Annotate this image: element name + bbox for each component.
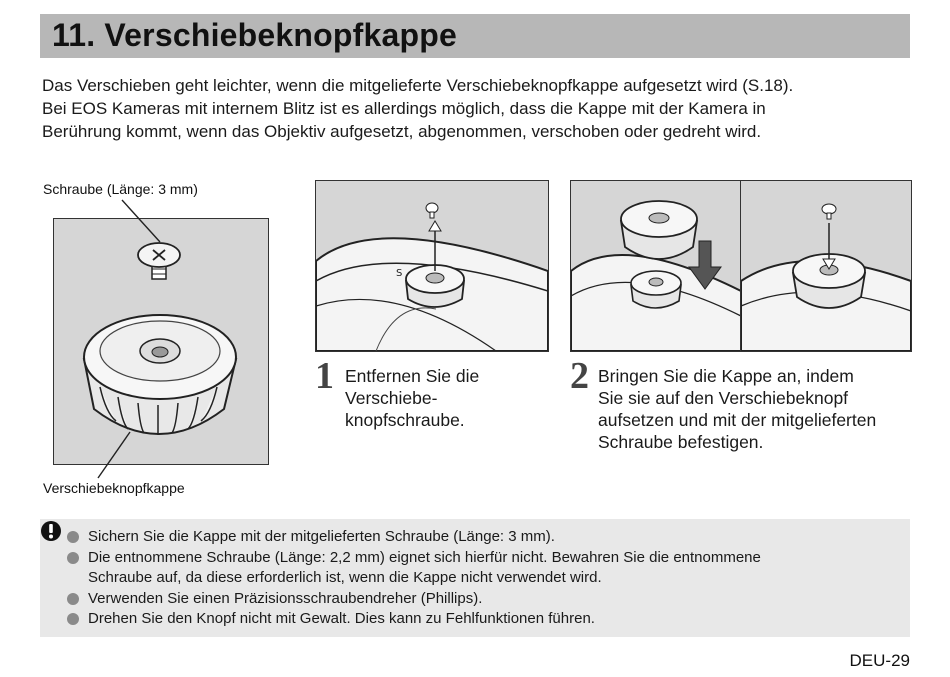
- knob-cap-icon: [84, 315, 236, 435]
- step-1-line-2: Verschiebe-: [345, 388, 438, 408]
- knob-cap-icon: [621, 201, 697, 259]
- bullet-icon: [67, 531, 79, 543]
- step-2-line-2: Sie sie auf den Verschiebeknopf: [598, 388, 849, 408]
- step-number: 2: [570, 355, 589, 397]
- bullet-icon: [67, 593, 79, 605]
- caution-notes: [40, 519, 910, 637]
- step-number: 1: [315, 355, 334, 397]
- caution-icon: [40, 520, 62, 542]
- list-item: Verwenden Sie einen Präzisionsschraubendreher (Phillips).: [66, 589, 896, 610]
- step-1-line-1: Entfernen Sie die: [345, 366, 480, 386]
- step-1-line-3: knopfschraube.: [345, 410, 465, 430]
- intro-line-2: Bei EOS Kameras mit internem Blitz ist es allerdings möglich, dass die Kappe mit der Kamera in: [42, 99, 766, 118]
- page-title: 11. Verschiebeknopfkappe: [52, 17, 457, 53]
- step-1-text: [345, 365, 545, 431]
- screw-label: Schraube (Länge: 3 mm): [43, 181, 198, 197]
- list-item: Sichern Sie die Kappe mit der mitgelieferten Schraube (Länge: 3 mm).: [66, 527, 896, 548]
- svg-text:S: S: [396, 268, 403, 279]
- shift-knob-icon: [406, 265, 464, 307]
- step-2-text: [598, 365, 918, 453]
- screw-icon: [822, 204, 836, 219]
- section-title-bar: [40, 14, 910, 58]
- caution-list: [66, 527, 896, 630]
- step-2-illustration-a: [570, 180, 742, 352]
- cap-leader-line: [94, 430, 134, 480]
- intro-line-1: Das Verschieben geht leichter, wenn die mitgelieferte Verschiebeknopfkappe aufgesetzt wird (S.18).: [42, 76, 794, 95]
- step-2-illustration-b: [740, 180, 912, 352]
- screw-icon: [138, 243, 180, 279]
- shift-knob-icon: [631, 271, 681, 308]
- parts-illustration: [53, 218, 269, 465]
- step-1-illustration: [315, 180, 549, 352]
- intro-line-3: Berührung kommt, wenn das Objektiv aufgesetzt, abgenommen, verschoben oder gedreht wird.: [42, 122, 762, 141]
- page-number: DEU-29: [849, 651, 910, 670]
- list-item: Drehen Sie den Knopf nicht mit Gewalt. Dies kann zu Fehlfunktionen führen.: [66, 609, 896, 630]
- step-2-line-3: aufsetzen und mit der mitgelieferten: [598, 410, 877, 430]
- step-2-line-4: Schraube befestigen.: [598, 432, 764, 452]
- cap-label: Verschiebeknopfkappe: [43, 480, 185, 496]
- list-item: Die entnommene Schraube (Länge: 2,2 mm) eignet sich hierfür nicht. Bewahren Sie die entnommene Schraube auf, da diese erforderlich ist, wenn die Kappe nicht verwendet wird.: [66, 548, 896, 589]
- down-arrow-icon: [823, 223, 835, 269]
- bullet-icon: [67, 552, 79, 564]
- screw-and-cap-drawing: [54, 219, 268, 464]
- intro-paragraph: [42, 74, 902, 143]
- screw-icon: [426, 203, 438, 218]
- screw-leader-line: [118, 198, 178, 244]
- bullet-icon: [67, 613, 79, 625]
- step-2-line-1: Bringen Sie die Kappe an, indem: [598, 366, 854, 386]
